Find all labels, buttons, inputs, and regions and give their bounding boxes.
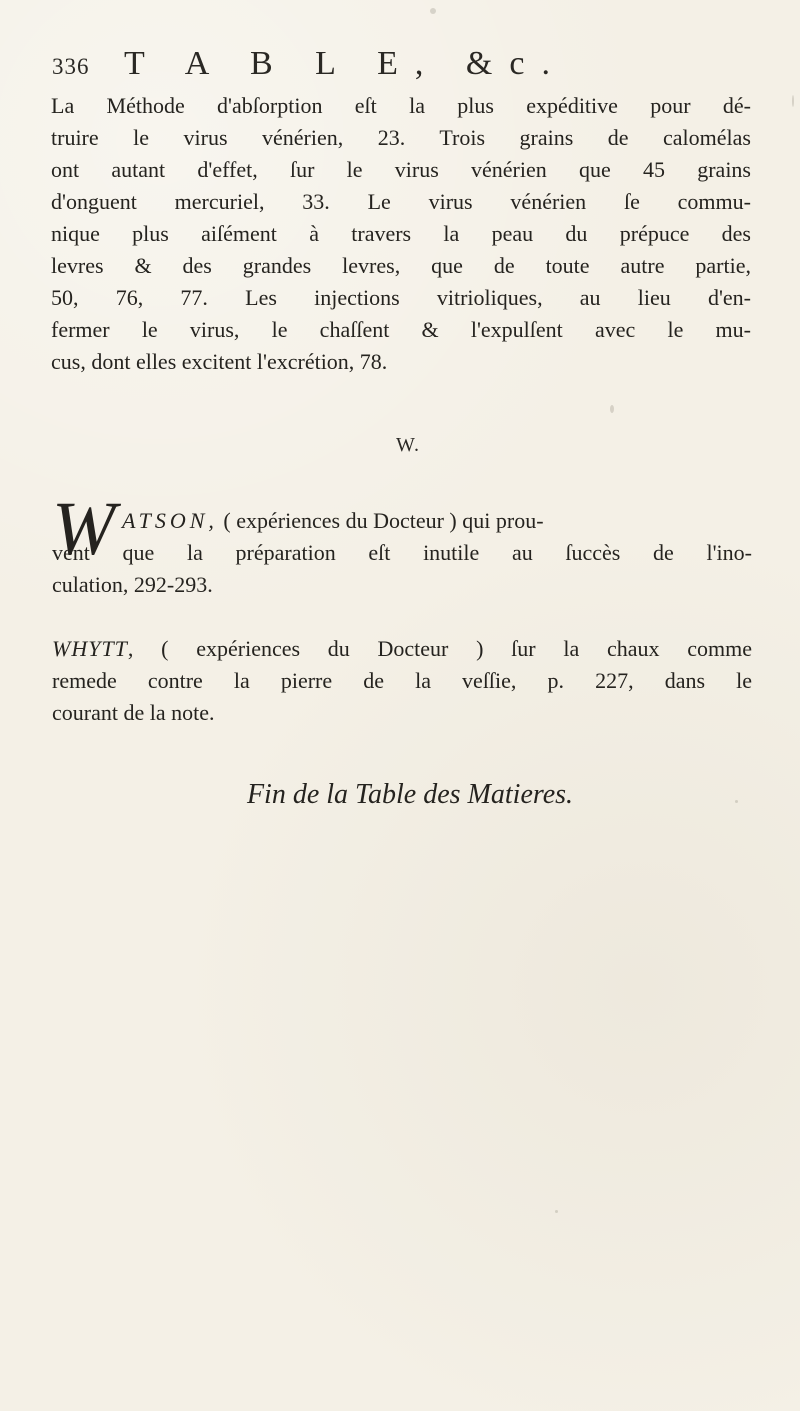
section-letter: W. [395,434,421,456]
text-line: La Méthode d'abſorption eſt la plus expéditive pour dé- [51,93,751,118]
paper-speck [735,800,738,803]
watson-first-line-text: ( expériences du Docteur ) qui prou- [223,508,544,533]
text-line: levres & des grandes levres, que de toute autre partie, [51,253,751,278]
paper-speck [610,405,614,413]
watson-line-2: vent que la préparation eſt inutile au ſuccès de l'ino- [52,540,752,565]
intro-paragraph [51,90,751,378]
paper-speck [555,1210,558,1213]
whytt-line-1 [52,633,752,665]
whytt-line-3: courant de la note. [52,700,215,725]
watson-name: ATSON, [122,508,218,533]
page-number: 336 [52,54,90,79]
text-line: ont autant d'effet, ſur le virus vénérien que 45 grains [51,157,751,182]
whytt-entry [52,633,752,729]
text-line: truire le virus vénérien, 23. Trois grains de calomélas [51,125,751,150]
text-line: nique plus aiſément à travers la peau du prépuce des [51,221,751,246]
paper-speck [792,95,794,107]
text-line: 50, 76, 77. Les injections vitrioliques, au lieu d'en- [51,285,751,310]
header-title: T A B L E, &c. [124,45,567,82]
text-line: cus, dont elles excitent l'excrétion, 78. [51,349,388,374]
drop-cap-w: W [52,487,112,571]
closing-line: Fin de la Table des Matieres. [246,779,574,810]
text-line: fermer le virus, le chaſſent & l'expulſent avec le mu- [51,317,751,342]
paper-speck [430,8,436,14]
watson-line-3: culation, 292-293. [52,572,213,597]
running-head [52,45,742,85]
whytt-line-2: remede contre la pierre de la veſſie, p. 227, dans le [52,668,752,693]
watson-entry-first-line [122,505,750,537]
watson-entry-continuation [52,537,752,601]
text-line: d'onguent mercuriel, 33. Le virus vénérien ſe commu- [51,189,751,214]
whytt-line-1-text: , ( expériences du Docteur ) ſur la chaux comme [127,636,752,661]
whytt-name: WHYTT [52,636,128,661]
